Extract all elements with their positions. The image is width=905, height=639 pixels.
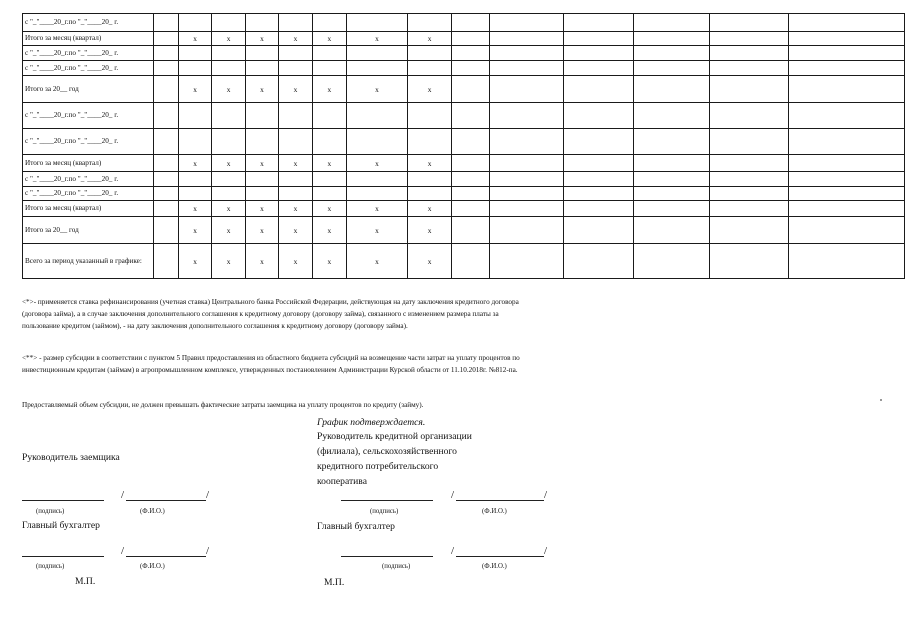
table-cell xyxy=(154,103,179,129)
footnote-2-line-1: <**> - размер субсидии в соответствии с пунктом 5 Правил предоставления из областного бюджета субсидий на возмещение части затрат на уплату процентов по xyxy=(22,354,520,362)
row-label: Итого за месяц (квартал) xyxy=(23,155,154,172)
borrower-accountant-name-caption: (Ф.И.О.) xyxy=(140,563,165,570)
table-cell xyxy=(789,172,905,187)
not-applicable-mark: x xyxy=(312,201,346,217)
lender-chief-accountant-title: Главный бухгалтер xyxy=(317,521,395,532)
table-cell xyxy=(154,32,179,46)
table-cell xyxy=(564,201,634,217)
table-cell xyxy=(407,187,451,201)
table-cell xyxy=(789,103,905,129)
lender-head-title-3: кредитного потребительского xyxy=(317,461,439,472)
table-cell xyxy=(279,14,312,32)
table-cell xyxy=(564,172,634,187)
slash: / xyxy=(206,545,210,557)
table-cell xyxy=(489,217,564,244)
row-label: Итого за месяц (квартал) xyxy=(23,32,154,46)
table-cell xyxy=(633,129,710,155)
table-cell xyxy=(710,103,789,129)
not-applicable-mark: x xyxy=(347,201,408,217)
not-applicable-mark: x xyxy=(347,32,408,46)
table-cell xyxy=(279,172,312,187)
row-label: с "_"____20_г.по "_"____20_ г. xyxy=(23,172,154,187)
table-cell xyxy=(489,172,564,187)
table-cell xyxy=(789,129,905,155)
table-cell xyxy=(710,187,789,201)
not-applicable-mark: x xyxy=(347,244,408,279)
lender-head-name-line xyxy=(456,500,544,501)
not-applicable-mark: x xyxy=(245,32,278,46)
borrower-seal-label: М.П. xyxy=(75,576,96,587)
table-row xyxy=(23,217,905,244)
table-cell xyxy=(564,14,634,32)
table-cell xyxy=(710,217,789,244)
not-applicable-mark: x xyxy=(407,32,451,46)
table-cell xyxy=(452,244,489,279)
table-cell xyxy=(279,61,312,76)
table-cell xyxy=(633,32,710,46)
not-applicable-mark: x xyxy=(312,76,346,103)
table-cell xyxy=(347,172,408,187)
row-label: с "_"____20_г.по "_"____20_ г. xyxy=(23,103,154,129)
table-cell xyxy=(710,201,789,217)
table-cell xyxy=(633,244,710,279)
table-cell xyxy=(407,129,451,155)
not-applicable-mark: x xyxy=(178,244,211,279)
table-cell xyxy=(407,61,451,76)
table-row xyxy=(23,201,905,217)
table-cell xyxy=(489,76,564,103)
table-cell xyxy=(312,187,346,201)
table-cell xyxy=(154,217,179,244)
not-applicable-mark: x xyxy=(279,244,312,279)
table-cell xyxy=(407,103,451,129)
table-cell xyxy=(564,46,634,61)
lender-accountant-name-caption: (Ф.И.О.) xyxy=(482,563,507,570)
table-cell xyxy=(178,61,211,76)
table-cell xyxy=(564,61,634,76)
table-cell xyxy=(489,103,564,129)
table-cell xyxy=(154,61,179,76)
subsidy-schedule-table xyxy=(22,13,905,279)
not-applicable-mark: x xyxy=(245,217,278,244)
borrower-accountant-signature-line xyxy=(22,556,104,557)
lender-head-signature-caption: (подпись) xyxy=(370,508,399,515)
table-cell xyxy=(564,103,634,129)
table-cell xyxy=(633,103,710,129)
row-label: Итого за месяц (квартал) xyxy=(23,201,154,217)
not-applicable-mark: x xyxy=(279,32,312,46)
table-cell xyxy=(789,155,905,172)
table-cell xyxy=(154,244,179,279)
table-cell xyxy=(789,244,905,279)
table-row xyxy=(23,14,905,32)
not-applicable-mark: x xyxy=(312,155,346,172)
table-row xyxy=(23,76,905,103)
table-row xyxy=(23,187,905,201)
not-applicable-mark: x xyxy=(407,155,451,172)
table-cell xyxy=(245,46,278,61)
table-cell xyxy=(178,172,211,187)
table-cell xyxy=(633,76,710,103)
table-cell xyxy=(407,172,451,187)
table-cell xyxy=(154,14,179,32)
table-cell xyxy=(710,172,789,187)
table-cell xyxy=(452,46,489,61)
table-cell xyxy=(279,129,312,155)
table-cell xyxy=(489,155,564,172)
table-cell xyxy=(312,46,346,61)
table-cell xyxy=(489,244,564,279)
table-cell xyxy=(710,129,789,155)
table-cell xyxy=(564,76,634,103)
table-cell xyxy=(564,187,634,201)
not-applicable-mark: x xyxy=(178,217,211,244)
not-applicable-mark: x xyxy=(212,32,245,46)
not-applicable-mark: x xyxy=(245,76,278,103)
not-applicable-mark: x xyxy=(245,201,278,217)
table-cell xyxy=(154,187,179,201)
subsidy-limit-note: Предоставляемый объем субсидии, не должен превышать фактические затраты заемщика на уплату процентов по кредиту (займу). xyxy=(22,401,424,409)
table-cell xyxy=(178,187,211,201)
table-cell xyxy=(178,103,211,129)
row-label: с "_"____20_г.по "_"____20_ г. xyxy=(23,46,154,61)
table-cell xyxy=(245,187,278,201)
slash: / xyxy=(544,545,548,557)
borrower-head-name-caption: (Ф.И.О.) xyxy=(140,508,165,515)
not-applicable-mark: x xyxy=(178,76,211,103)
scan-speck xyxy=(880,399,882,401)
table-row xyxy=(23,155,905,172)
table-cell xyxy=(452,129,489,155)
footnote-1-line-3: пользование кредитом (займом), - на дату заключения дополнительного соглашения к кредитному договору (договору займа). xyxy=(22,322,408,330)
table-cell xyxy=(452,103,489,129)
borrower-head-title: Руководитель заемщика xyxy=(22,452,120,463)
lender-head-title-2: (филиала), сельскохозяйственного xyxy=(317,446,457,457)
not-applicable-mark: x xyxy=(347,155,408,172)
lender-head-title-1: Руководитель кредитной организации xyxy=(317,431,472,442)
table-cell xyxy=(489,129,564,155)
table-cell xyxy=(633,201,710,217)
table-row xyxy=(23,244,905,279)
table-cell xyxy=(154,76,179,103)
slash: / xyxy=(121,545,125,557)
slash: / xyxy=(544,489,548,501)
table-row xyxy=(23,61,905,76)
borrower-head-signature-line xyxy=(22,500,104,501)
table-cell xyxy=(154,172,179,187)
table-cell xyxy=(245,172,278,187)
table-cell xyxy=(633,172,710,187)
table-cell xyxy=(154,46,179,61)
table-cell xyxy=(212,172,245,187)
table-cell xyxy=(710,14,789,32)
table-cell xyxy=(347,103,408,129)
lender-head-signature-line xyxy=(341,500,433,501)
table-cell xyxy=(312,14,346,32)
table-cell xyxy=(312,129,346,155)
table-cell xyxy=(789,217,905,244)
not-applicable-mark: x xyxy=(212,217,245,244)
table-row xyxy=(23,103,905,129)
table-cell xyxy=(489,61,564,76)
table-cell xyxy=(178,46,211,61)
lender-accountant-signature-line xyxy=(341,556,433,557)
not-applicable-mark: x xyxy=(245,244,278,279)
not-applicable-mark: x xyxy=(407,201,451,217)
table-row xyxy=(23,46,905,61)
table-cell xyxy=(347,14,408,32)
not-applicable-mark: x xyxy=(212,155,245,172)
table-cell xyxy=(710,61,789,76)
footnote-1-line-1: <*>- применяется ставка рефинансирования (учетная ставка) Центрального банка Российской Федерации, действующая на дату заключения кредитного договора xyxy=(22,298,519,306)
slash: / xyxy=(206,489,210,501)
table-cell xyxy=(347,46,408,61)
table-cell xyxy=(178,129,211,155)
table-cell xyxy=(710,155,789,172)
table-cell xyxy=(489,201,564,217)
lender-accountant-name-line xyxy=(456,556,544,557)
table-cell xyxy=(154,129,179,155)
not-applicable-mark: x xyxy=(212,76,245,103)
table-cell xyxy=(489,14,564,32)
table-cell xyxy=(245,129,278,155)
table-cell xyxy=(212,61,245,76)
schedule-confirmed-label: График подтверждается. xyxy=(317,417,426,428)
table-cell xyxy=(789,201,905,217)
table-cell xyxy=(212,46,245,61)
row-label: с "_"____20_г.по "_"____20_ г. xyxy=(23,129,154,155)
table-cell xyxy=(710,46,789,61)
table-cell xyxy=(789,46,905,61)
table-cell xyxy=(489,32,564,46)
table-cell xyxy=(452,172,489,187)
table-cell xyxy=(452,201,489,217)
table-cell xyxy=(633,155,710,172)
table-cell xyxy=(452,76,489,103)
table-cell xyxy=(312,103,346,129)
table-cell xyxy=(452,61,489,76)
row-label: с "_"____20_г.по "_"____20_ г. xyxy=(23,187,154,201)
table-cell xyxy=(154,201,179,217)
lender-head-name-caption: (Ф.И.О.) xyxy=(482,508,507,515)
footnote-2-line-2: инвестиционным кредитам (займам) в агропромышленном комплексе, утвержденных постановлением Администрации Курской области от 11.10.2018г. №812-па. xyxy=(22,366,518,374)
table-cell xyxy=(212,103,245,129)
table-cell xyxy=(347,61,408,76)
not-applicable-mark: x xyxy=(279,201,312,217)
not-applicable-mark: x xyxy=(312,32,346,46)
table-cell xyxy=(633,187,710,201)
table-cell xyxy=(452,187,489,201)
table-cell xyxy=(212,14,245,32)
table-cell xyxy=(178,14,211,32)
borrower-head-signature-caption: (подпись) xyxy=(36,508,65,515)
not-applicable-mark: x xyxy=(407,217,451,244)
not-applicable-mark: x xyxy=(245,155,278,172)
table-cell xyxy=(489,46,564,61)
lender-accountant-signature-caption: (подпись) xyxy=(382,563,411,570)
footnote-1-line-2: (договора займа), а в случае заключения дополнительного соглашения к кредитному договору (договору займа), связанного с изменением размера платы за xyxy=(22,310,499,318)
table-cell xyxy=(633,14,710,32)
table-cell xyxy=(347,129,408,155)
table-cell xyxy=(452,32,489,46)
table-cell xyxy=(452,155,489,172)
table-cell xyxy=(452,217,489,244)
table-cell xyxy=(789,187,905,201)
borrower-chief-accountant-title: Главный бухгалтер xyxy=(22,520,100,531)
table-cell xyxy=(279,187,312,201)
not-applicable-mark: x xyxy=(212,244,245,279)
not-applicable-mark: x xyxy=(178,201,211,217)
table-cell xyxy=(564,217,634,244)
table-cell xyxy=(212,187,245,201)
table-cell xyxy=(789,76,905,103)
slash: / xyxy=(451,545,455,557)
table-cell xyxy=(452,14,489,32)
not-applicable-mark: x xyxy=(212,201,245,217)
lender-head-title-4: кооператива xyxy=(317,476,367,487)
borrower-accountant-signature-caption: (подпись) xyxy=(36,563,65,570)
not-applicable-mark: x xyxy=(407,76,451,103)
table-row xyxy=(23,32,905,46)
row-label: с "_"____20_г.по "_"____20_ г. xyxy=(23,61,154,76)
not-applicable-mark: x xyxy=(279,155,312,172)
table-cell xyxy=(245,61,278,76)
not-applicable-mark: x xyxy=(178,155,211,172)
table-cell xyxy=(407,14,451,32)
not-applicable-mark: x xyxy=(312,244,346,279)
table-cell xyxy=(312,61,346,76)
not-applicable-mark: x xyxy=(279,76,312,103)
table-cell xyxy=(564,244,634,279)
not-applicable-mark: x xyxy=(347,76,408,103)
row-label: Всего за период указанный в графике: xyxy=(23,244,154,279)
table-cell xyxy=(789,32,905,46)
table-cell xyxy=(279,103,312,129)
table-row xyxy=(23,172,905,187)
row-label: с "_"____20_г.по "_"____20_ г. xyxy=(23,14,154,32)
not-applicable-mark: x xyxy=(178,32,211,46)
table-cell xyxy=(633,61,710,76)
table-cell xyxy=(710,76,789,103)
table-cell xyxy=(789,14,905,32)
slash: / xyxy=(121,489,125,501)
not-applicable-mark: x xyxy=(407,244,451,279)
table-cell xyxy=(564,155,634,172)
table-cell xyxy=(633,46,710,61)
row-label: Итого за 20__ год xyxy=(23,76,154,103)
row-label: Итого за 20__ год xyxy=(23,217,154,244)
table-cell xyxy=(347,187,408,201)
table-cell xyxy=(710,244,789,279)
table-cell xyxy=(279,46,312,61)
table-cell xyxy=(564,32,634,46)
not-applicable-mark: x xyxy=(279,217,312,244)
table-cell xyxy=(212,129,245,155)
borrower-head-name-line xyxy=(126,500,206,501)
table-cell xyxy=(407,46,451,61)
table-cell xyxy=(633,217,710,244)
borrower-accountant-name-line xyxy=(126,556,206,557)
slash: / xyxy=(451,489,455,501)
table-cell xyxy=(564,129,634,155)
table-cell xyxy=(154,155,179,172)
not-applicable-mark: x xyxy=(347,217,408,244)
table-cell xyxy=(710,32,789,46)
table-cell xyxy=(245,14,278,32)
table-cell xyxy=(789,61,905,76)
not-applicable-mark: x xyxy=(312,217,346,244)
lender-seal-label: М.П. xyxy=(324,577,345,588)
table-cell xyxy=(312,172,346,187)
table-cell xyxy=(245,103,278,129)
table-cell xyxy=(489,187,564,201)
table-row xyxy=(23,129,905,155)
